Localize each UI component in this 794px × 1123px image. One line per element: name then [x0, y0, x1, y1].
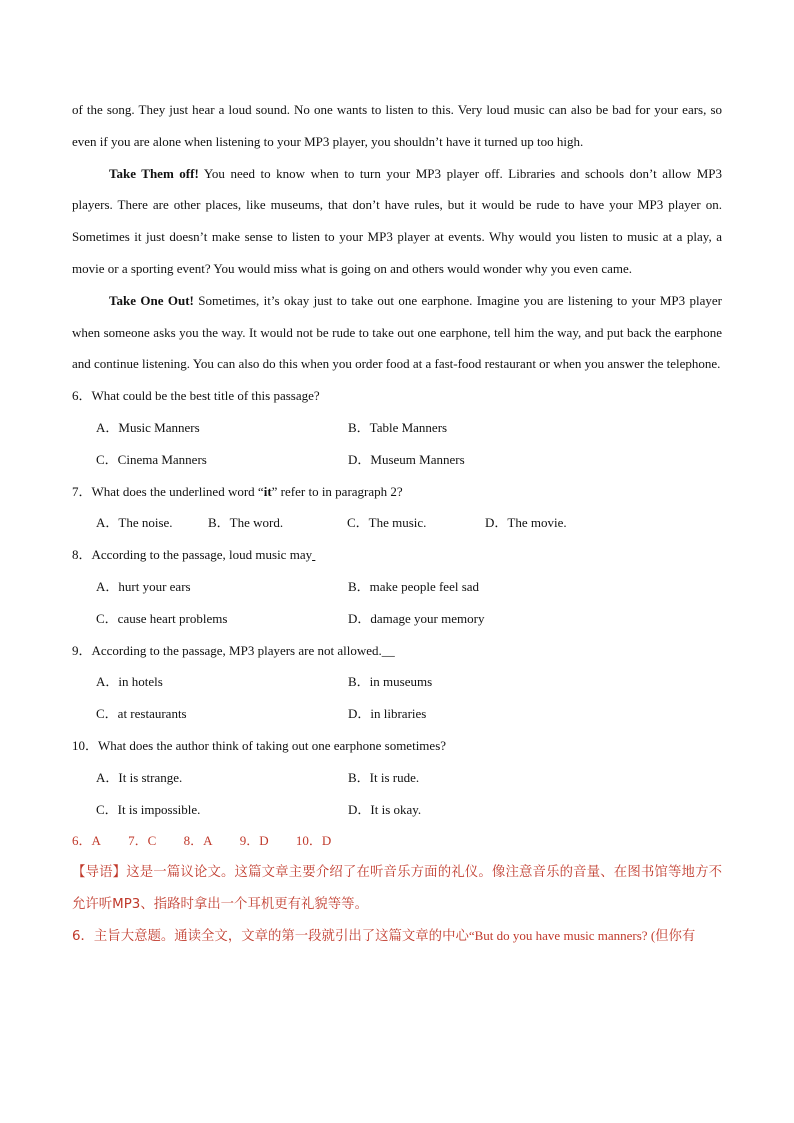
- stem-text: 9．According to the passage, MP3 players are not allowed: [72, 642, 379, 658]
- option-c: C．Cinema Manners: [96, 451, 207, 467]
- question-6-options-row-2: [72, 444, 722, 476]
- question-6-options-row-1: [72, 412, 722, 444]
- question-8-stem: [72, 539, 722, 571]
- answer-10: 10．D: [295, 833, 332, 849]
- option-a: A．Music Manners: [96, 419, 200, 435]
- stem-text: 7．What does the underlined word “: [72, 483, 264, 499]
- option-a: A．hurt your ears: [96, 578, 191, 594]
- option-c: C．cause heart problems: [96, 610, 228, 626]
- question-10-stem: 10．What does the author think of taking out one earphone sometimes?: [72, 737, 447, 753]
- answer-6: 6．A: [72, 833, 101, 849]
- question-9-stem: [72, 635, 722, 667]
- paragraph-heading: Take Them off!: [109, 165, 199, 181]
- option-c: C．The music.: [347, 515, 427, 531]
- question-7-options: [72, 507, 722, 539]
- option-c: C．It is impossible.: [96, 801, 201, 817]
- option-d: D．The movie.: [485, 515, 567, 531]
- stem-text: ” refer to in paragraph 2?: [271, 483, 403, 499]
- option-b: B．in museums: [348, 674, 433, 690]
- explanation-item-6-quote: “But do you have music manners? (: [468, 928, 656, 944]
- option-a: A．in hotels: [96, 674, 163, 690]
- answer-blank: [312, 547, 315, 562]
- option-d: D．Museum Manners: [348, 451, 465, 467]
- option-d: D．damage your memory: [348, 610, 485, 626]
- stem-text: 8．According to the passage, loud music may: [72, 547, 313, 563]
- answer-7: 7．C: [128, 833, 157, 849]
- paragraph-text: You need to know when to turn your MP3 player off. Libraries and schools don’t allow MP3 players. There are other places, like museums, that don’t have rules, but it would be rude to have your MP3 player on. Sometimes it just doesn’t make sense to listen to your MP3 player at events. Why would you listen to music at a play, a movie or a sporting event? You would miss what is going on and others would wonder why you even came.: [72, 165, 722, 276]
- question-10-options-row-2: [72, 794, 722, 826]
- question-9-options-row-2: [72, 698, 722, 730]
- answer-9: 9．D: [239, 833, 269, 849]
- stem-bold-word: it: [263, 483, 272, 499]
- option-b: B．Table Manners: [348, 419, 448, 435]
- answer-blank: .__: [378, 642, 395, 658]
- explanation-item-6-cn: 6．主旨大意题。通读全文，文章的第一段就引出了这篇文章的中心: [72, 929, 469, 945]
- passage-paragraph-2: [72, 158, 722, 285]
- option-b: B．make people feel sad: [348, 578, 480, 594]
- question-10-options-row-1: [72, 762, 722, 794]
- explanation-intro: [72, 857, 722, 920]
- option-a: A．The noise.: [96, 515, 173, 531]
- question-6-stem: 6．What could be the best title of this passage?: [72, 388, 320, 404]
- passage-paragraph-3: [72, 285, 722, 380]
- option-b: B．The word.: [208, 515, 284, 531]
- question-9-options-row-1: [72, 666, 722, 698]
- option-d: D．It is okay.: [348, 801, 422, 817]
- option-b: B．It is rude.: [348, 769, 420, 785]
- paragraph-heading: Take One Out!: [109, 292, 194, 308]
- answer-8: 8．A: [183, 833, 213, 849]
- explanation-tag: 【导语】: [72, 865, 127, 881]
- explanation-item-6: [72, 920, 722, 953]
- option-c: C．at restaurants: [96, 706, 187, 722]
- answer-key: [72, 825, 722, 857]
- question-8-options-row-1: [72, 571, 722, 603]
- passage-paragraph-1: of the song. They just hear a loud sound. No one wants to listen to this. Very loud music can also be bad for your ears, so even if you are alone when listening to your MP3 player, you shouldn’t have it turned up too high.: [72, 102, 722, 149]
- question-8-options-row-2: [72, 603, 722, 635]
- explanation-item-6-tail: 但你有: [655, 929, 696, 945]
- option-d: D．in libraries: [348, 706, 427, 722]
- document-page: [72, 94, 722, 953]
- question-7-stem: [72, 476, 722, 508]
- option-a: A．It is strange.: [96, 769, 183, 785]
- paragraph-text: Sometimes, it’s okay just to take out one earphone. Imagine you are listening to your MP3 player when someone asks you the way. It would not be rude to take out one earphone, tell him the way, and put back the earphone and continue listening. You can also do this when you order food at a fast-food restaurant or when you answer the telephone.: [72, 292, 722, 372]
- explanation-intro-text: 这是一篇议论文。这篇文章主要介绍了在听音乐方面的礼仪。像注意音乐的音量、在图书馆等地方不允许听MP3、指路时拿出一个耳机更有礼貌等等。: [72, 865, 723, 912]
